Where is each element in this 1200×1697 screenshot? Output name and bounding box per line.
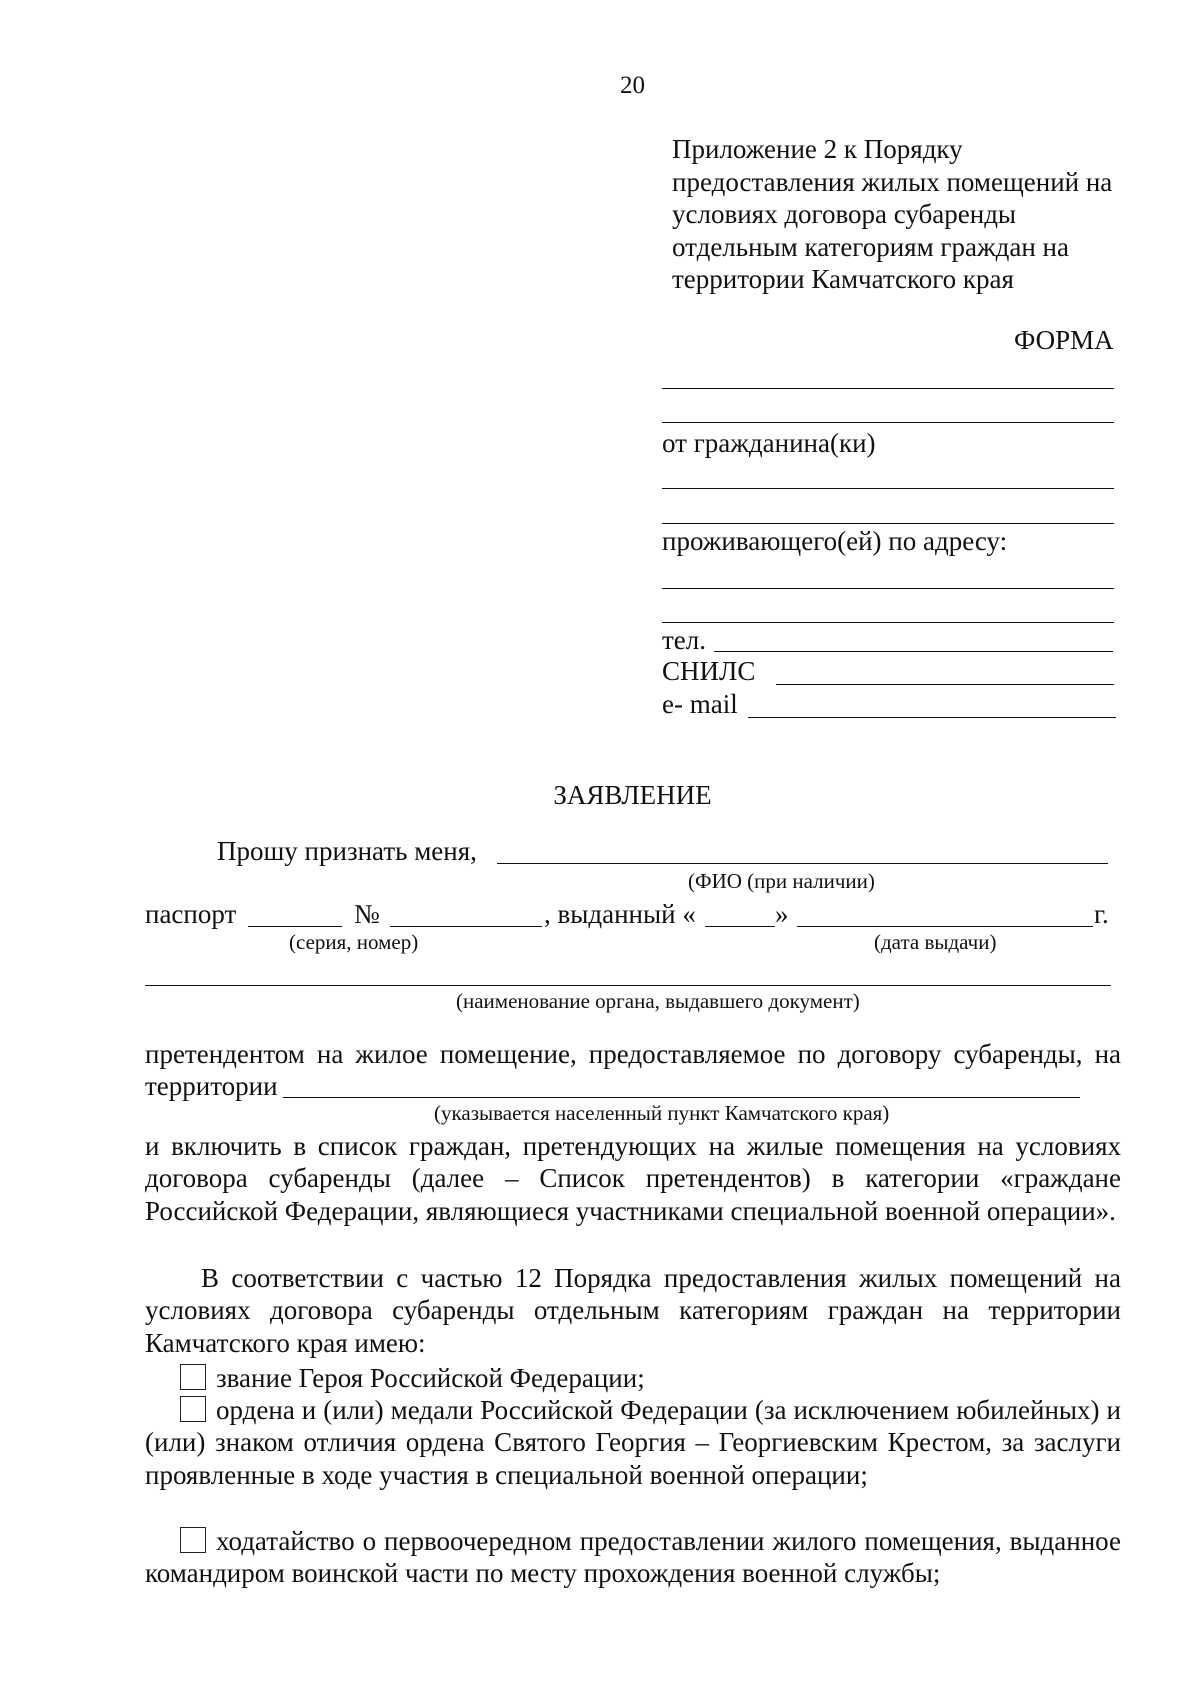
addressee-line-1[interactable] — [662, 388, 1114, 389]
fio-caption: (ФИО (при наличии) — [688, 869, 875, 893]
address-line-2[interactable] — [662, 622, 1114, 623]
checkbox-label: ходатайство о первоочередном предоставлении жилого помещения, выданное командиром воинской части по месту прохождения военной службы; — [145, 1526, 1121, 1589]
issued-label: , выданный « — [544, 899, 696, 929]
territory-field[interactable] — [283, 1097, 1080, 1098]
appendix-line: отдельным категориям граждан на — [672, 231, 1069, 262]
orders-medals-checkbox[interactable] — [180, 1396, 206, 1422]
addressee-line-2[interactable] — [662, 422, 1114, 423]
residing-label: проживающего(ей) по адресу: — [662, 526, 1008, 556]
checkbox-item-orders — [145, 1394, 1121, 1491]
include-paragraph: и включить в список граждан, претендующих на жилые помещения на условиях договора субаренды (далее – Список претендентов) в категории «граждане Российской Федерации, являющиеся участниками специальной военной операции». — [145, 1131, 1121, 1226]
issue-date-field[interactable] — [797, 926, 1093, 927]
email-field[interactable] — [748, 717, 1116, 718]
territory-label: территории — [145, 1071, 278, 1101]
phone-field[interactable] — [714, 651, 1113, 652]
document-title: ЗАЯВЛЕНИЕ — [553, 780, 712, 810]
citizen-name-line-1[interactable] — [662, 488, 1114, 489]
candidate-line: претендентом на жилое помещение, предоставляемое по договору субаренды, на — [145, 1039, 1121, 1069]
fio-field[interactable] — [497, 863, 1108, 864]
issue-day-field[interactable] — [705, 926, 775, 927]
date-caption: (дата выдачи) — [874, 930, 997, 954]
number-sign: № — [354, 899, 380, 929]
appendix-line: предоставления жилых помещений на — [672, 166, 1113, 197]
issuer-caption: (наименование органа, выдавшего документ) — [456, 989, 860, 1013]
form-label: ФОРМА — [1014, 325, 1114, 355]
checkbox-item-petition — [145, 1525, 1121, 1590]
series-caption: (серия, номер) — [289, 930, 419, 954]
page-number: 20 — [620, 72, 645, 99]
checkbox-item-hero — [145, 1362, 1121, 1394]
year-suffix: г. — [1094, 899, 1109, 929]
territory-caption: (указывается населенный пункт Камчатского края) — [434, 1101, 890, 1125]
snils-label: СНИЛС — [662, 656, 756, 686]
citizen-name-line-2[interactable] — [662, 523, 1114, 524]
quote-close: » — [775, 899, 789, 929]
petition-checkbox[interactable] — [180, 1527, 206, 1553]
appendix-line: территории Камчатского края — [672, 264, 1014, 294]
issuer-field[interactable] — [145, 985, 1111, 986]
appendix-note — [672, 133, 1192, 296]
from-citizen-label: от гражданина(ки) — [662, 428, 876, 458]
snils-field[interactable] — [776, 684, 1114, 685]
email-label: e- mail — [662, 689, 738, 719]
checkbox-label: звание Героя Российской Федерации; — [216, 1363, 645, 1393]
hero-title-checkbox[interactable] — [180, 1364, 206, 1390]
appendix-line: Приложение 2 к Порядку — [672, 134, 963, 164]
candidate-paragraph — [145, 1038, 1121, 1070]
checkbox-label: ордена и (или) медали Российской Федерации (за исключением юбилейных) и (или) знаком отличия ордена Святого Георгия – Георгиевским Крестом, за заслуги проявленные в ходе участия в специальной военной операции; — [145, 1395, 1121, 1490]
address-line-1[interactable] — [662, 588, 1114, 589]
phone-label: тел. — [662, 625, 707, 655]
passport-series-field[interactable] — [248, 926, 342, 927]
passport-number-field[interactable] — [390, 926, 542, 927]
request-intro: Прошу признать меня, — [217, 836, 477, 866]
appendix-line: условиях договора субаренды — [672, 199, 1017, 229]
accordance-paragraph: В соответствии с частью 12 Порядка предоставления жилых помещений на условиях договора субаренды отдельным категориям граждан на территории Камчатского края имею: — [145, 1263, 1121, 1358]
passport-label: паспорт — [145, 899, 237, 929]
